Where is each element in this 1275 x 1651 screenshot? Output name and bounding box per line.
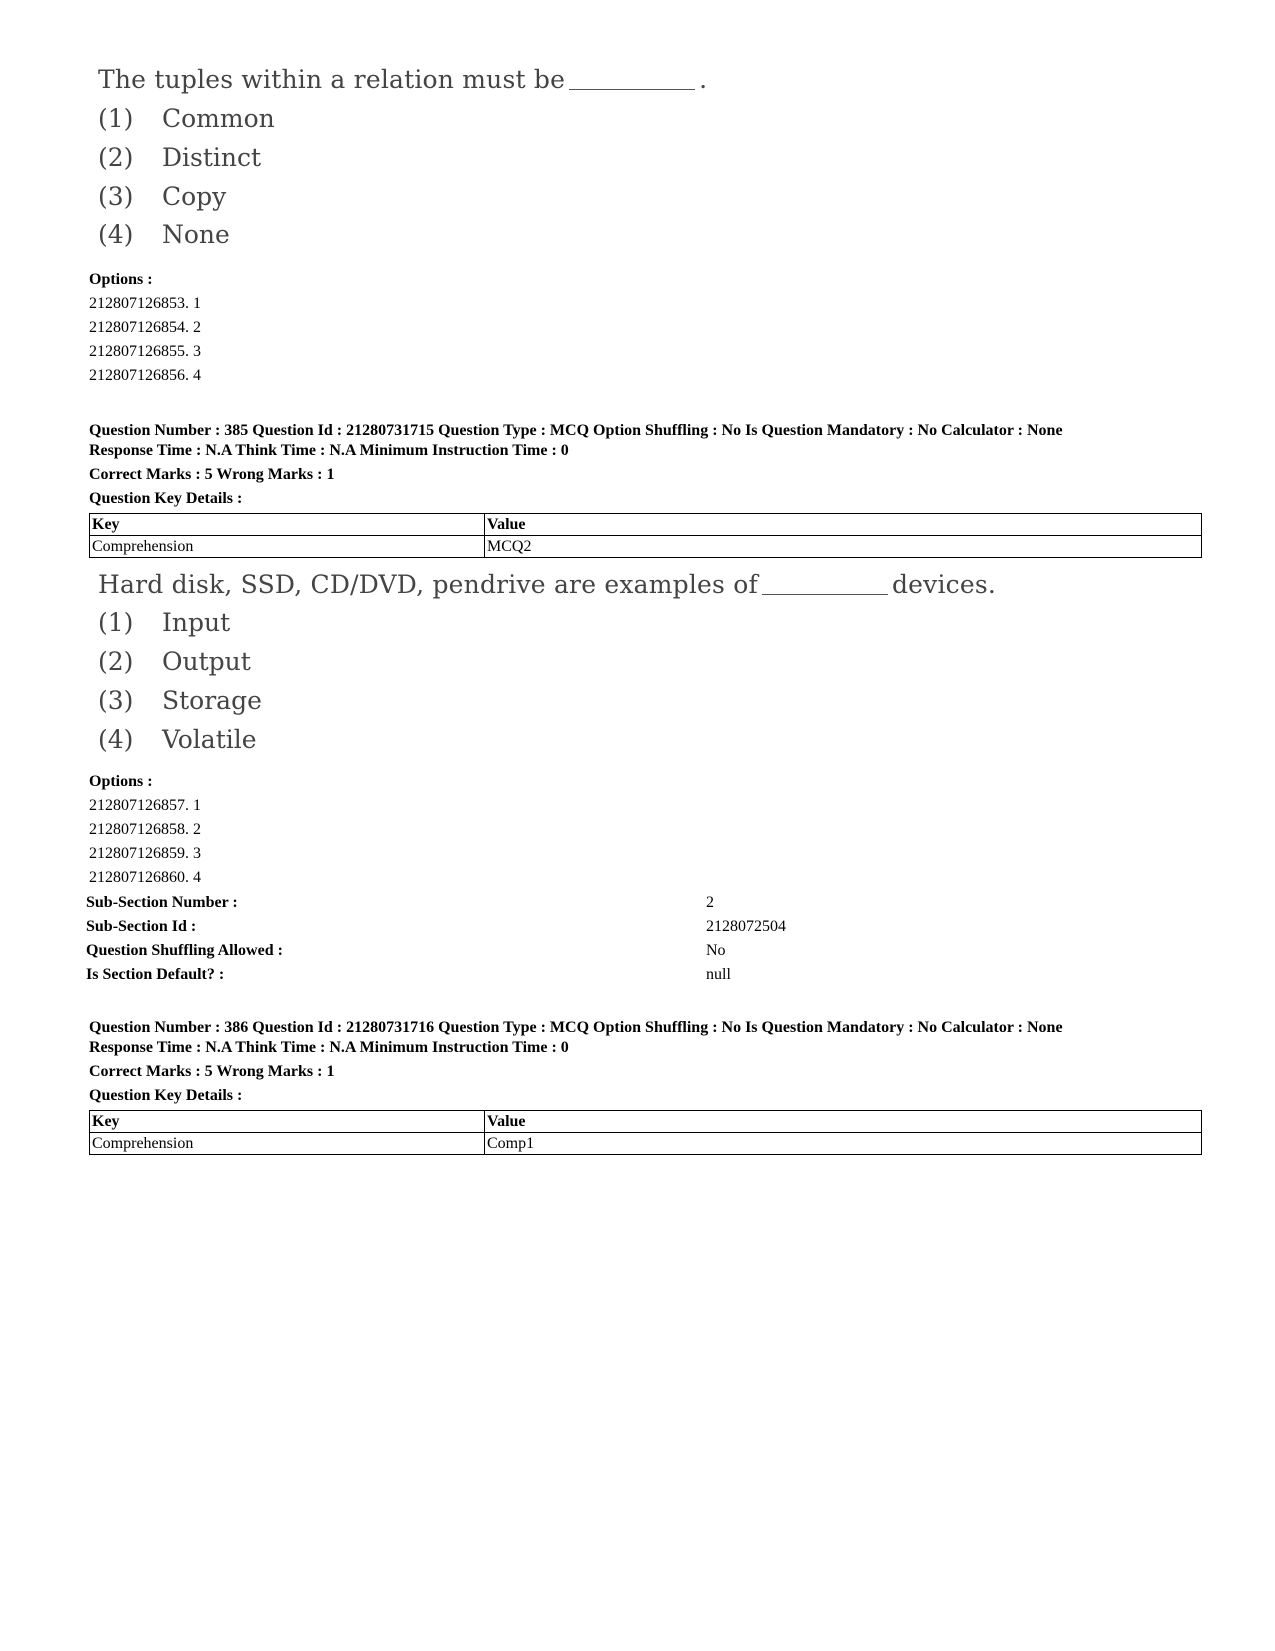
choice-text: Output (162, 647, 251, 676)
question-384-choice-3 (98, 184, 226, 209)
choice-number: (2) (98, 647, 134, 676)
question-384-stem-text: The tuples within a relation must be (98, 65, 566, 94)
question-384-choice-2 (98, 145, 261, 170)
choice-number: (2) (98, 143, 134, 172)
key-header: Key (90, 1111, 485, 1133)
question-385-choice-2 (98, 649, 251, 674)
choice-text: None (162, 220, 230, 249)
question-385-choice-1 (98, 610, 230, 635)
option-id: 212807126854. 2 (89, 319, 201, 336)
value-header: Value (485, 514, 1202, 536)
question-386-header-line1: Question Number : 386 Question Id : 21280731716 Question Type : MCQ Option Shuffling : No Is Question Mandatory : No Calculator : None (89, 1019, 1063, 1036)
question-shuffling-value: No (706, 942, 726, 959)
question-385-stem-text: Hard disk, SSD, CD/DVD, pendrive are examples of (98, 570, 758, 599)
options-label: Options : (89, 271, 153, 288)
choice-text: Distinct (162, 143, 262, 172)
choice-text: Storage (162, 686, 262, 715)
question-386-key-table (89, 1110, 1202, 1155)
subsection-id-label: Sub-Section Id : (86, 918, 197, 935)
choice-text: Volatile (162, 725, 257, 754)
question-384-choice-4 (98, 222, 230, 247)
value-header: Value (485, 1111, 1202, 1133)
question-385-stem (98, 572, 996, 597)
question-shuffling-label: Question Shuffling Allowed : (86, 942, 283, 959)
question-386-header-line2: Response Time : N.A Think Time : N.A Minimum Instruction Time : 0 (89, 1039, 569, 1056)
option-id: 212807126856. 4 (89, 367, 201, 384)
question-384-choice-1 (98, 106, 275, 131)
choice-number: (3) (98, 686, 134, 715)
question-385-header-line1: Question Number : 385 Question Id : 21280731715 Question Type : MCQ Option Shuffling : No Is Question Mandatory : No Calculator : None (89, 422, 1063, 439)
fill-blank (569, 89, 695, 90)
question-385-choice-4 (98, 727, 257, 752)
question-384-stem (98, 67, 707, 92)
option-id: 212807126857. 1 (89, 797, 201, 814)
key-cell: Comprehension (90, 1133, 485, 1155)
question-386-key-details-label: Question Key Details : (89, 1087, 243, 1104)
question-385-header-line2: Response Time : N.A Think Time : N.A Minimum Instruction Time : 0 (89, 442, 569, 459)
choice-number: (1) (98, 104, 134, 133)
section-default-label: Is Section Default? : (86, 966, 225, 983)
subsection-number-value: 2 (706, 894, 714, 911)
value-cell: Comp1 (485, 1133, 1202, 1155)
choice-number: (4) (98, 725, 134, 754)
choice-text: Copy (162, 182, 227, 211)
key-header: Key (90, 514, 485, 536)
table-row (90, 1133, 1202, 1155)
key-cell: Comprehension (90, 536, 485, 558)
question-385-marks: Correct Marks : 5 Wrong Marks : 1 (89, 466, 335, 483)
question-385-choice-3 (98, 688, 262, 713)
option-id: 212807126853. 1 (89, 295, 201, 312)
choice-text: Input (162, 608, 231, 637)
choice-number: (4) (98, 220, 134, 249)
value-cell: MCQ2 (485, 536, 1202, 558)
choice-text: Common (162, 104, 275, 133)
table-header-row (90, 514, 1202, 536)
option-id: 212807126855. 3 (89, 343, 201, 360)
subsection-id-value: 2128072504 (706, 918, 786, 935)
options-label: Options : (89, 773, 153, 790)
choice-number: (1) (98, 608, 134, 637)
choice-number: (3) (98, 182, 134, 211)
question-385-key-table (89, 513, 1202, 558)
option-id: 212807126860. 4 (89, 869, 201, 886)
question-384-stem-end: . (699, 65, 708, 94)
subsection-number-label: Sub-Section Number : (86, 894, 238, 911)
table-row (90, 536, 1202, 558)
option-id: 212807126858. 2 (89, 821, 201, 838)
question-385-stem-end: devices. (891, 570, 997, 599)
fill-blank (762, 594, 888, 595)
table-header-row (90, 1111, 1202, 1133)
question-385-key-details-label: Question Key Details : (89, 490, 243, 507)
question-386-marks: Correct Marks : 5 Wrong Marks : 1 (89, 1063, 335, 1080)
section-default-value: null (706, 966, 731, 983)
option-id: 212807126859. 3 (89, 845, 201, 862)
